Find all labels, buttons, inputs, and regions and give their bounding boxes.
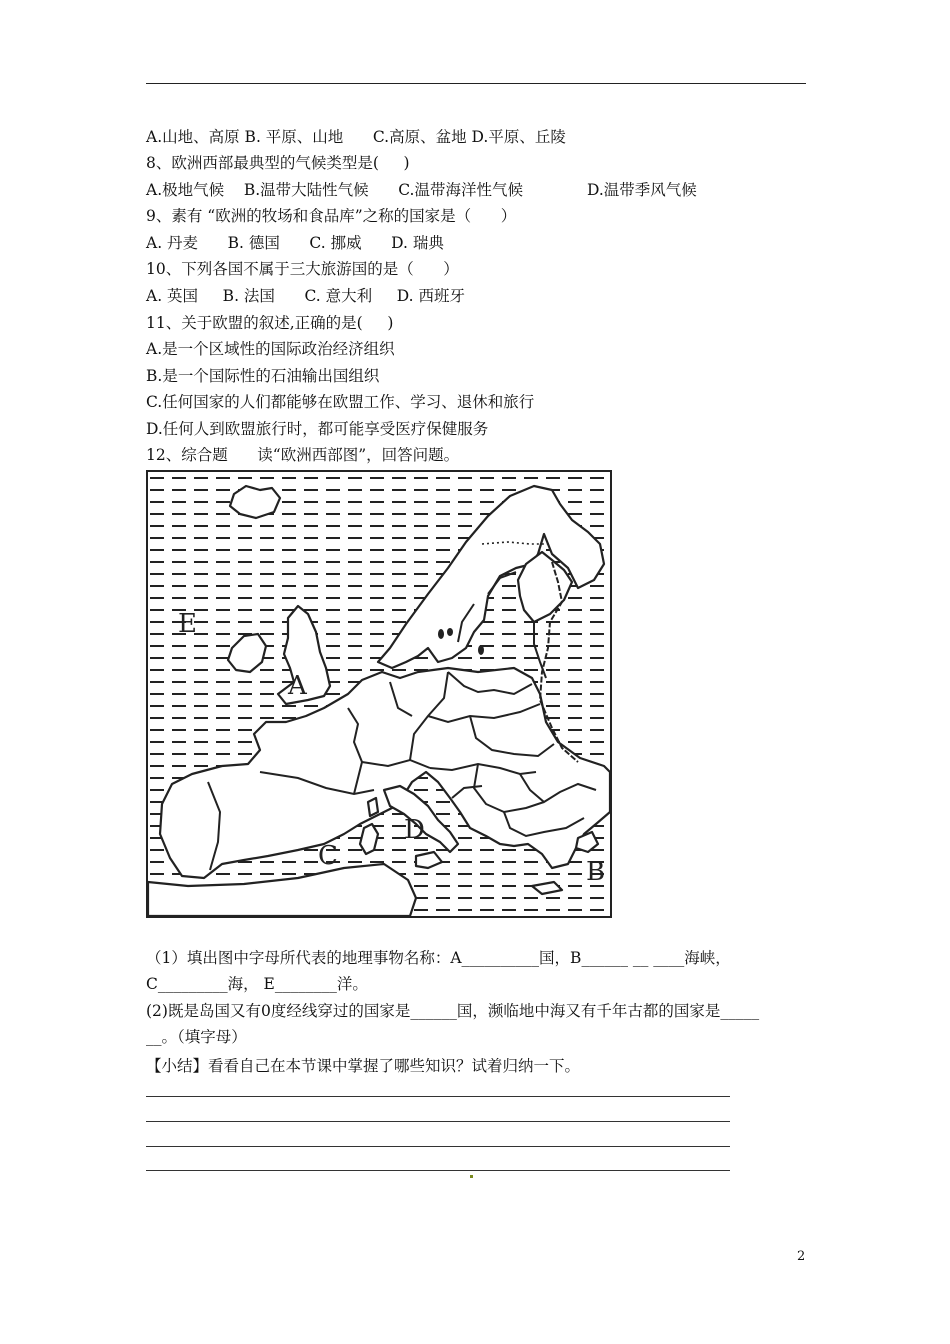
corsica-shape	[368, 798, 378, 816]
scan-dot	[470, 1175, 473, 1178]
q7-options: A.山地、高原 B. 平原、山地 C.高原、盆地 D.平原、丘陵	[146, 128, 566, 146]
q12-part1-line2: C_________海， E________洋。	[146, 975, 368, 993]
lake-1	[438, 629, 444, 639]
header-rule	[146, 83, 806, 84]
q12-stem: 12、综合题 读“欧洲西部图”，回答问题。	[146, 446, 460, 464]
q8-stem: 8、欧洲西部最典型的气候类型是( )	[146, 154, 410, 172]
map-label-b: B	[586, 857, 606, 887]
western-europe-map	[146, 470, 612, 918]
answer-line-1	[146, 1096, 730, 1097]
iceland-shape	[230, 486, 280, 518]
q8-options: A.极地气候 B.温带大陆性气候 C.温带海洋性气候 D.温带季风气候	[146, 181, 697, 199]
summary-heading: 【小结】看看自己在本节课中掌握了哪些知识？试着归纳一下。	[146, 1057, 581, 1075]
map-label-d: D	[404, 815, 425, 845]
q10-options: A. 英国 B. 法国 C. 意大利 D. 西班牙	[146, 287, 466, 305]
map-label-e: E	[178, 609, 197, 639]
answer-line-4	[146, 1170, 730, 1171]
q11-option-d: D.任何人到欧盟旅行时，都可能享受医疗保健服务	[146, 420, 489, 438]
q12-part2-line2: __。（填字母）	[146, 1028, 247, 1046]
q12-part2-line1: (2)既是岛国又有0度经线穿过的国家是______国，濒临地中海又有千年古都的国家是_____	[146, 1002, 760, 1020]
q11-option-c: C.任何国家的人们都能够在欧盟工作、学习、退休和旅行	[146, 393, 535, 411]
q11-stem: 11、关于欧盟的叙述,正确的是( )	[146, 314, 394, 332]
map-label-a: A	[288, 671, 307, 701]
q11-option-a: A.是一个区域性的国际政治经济组织	[146, 340, 395, 358]
lake-3	[478, 645, 484, 655]
q12-part1-line1: （1）填出图中字母所代表的地理事物名称：A__________国，B______ __ ____海峡，	[146, 949, 731, 967]
q11-option-b: B.是一个国际性的石油输出国组织	[146, 367, 380, 385]
page-number: 2	[797, 1249, 806, 1264]
q10-stem: 10、下列各国不属于三大旅游国的是（ ）	[146, 260, 459, 278]
answer-line-2	[146, 1121, 730, 1122]
q9-stem: 9、素有 “欧洲的牧场和食品库”之称的国家是（ ）	[146, 207, 517, 225]
q9-options: A. 丹麦 B. 德国 C. 挪威 D. 瑞典	[146, 234, 444, 252]
map-label-c: C	[318, 841, 338, 871]
lake-2	[447, 628, 453, 636]
answer-line-3	[146, 1146, 730, 1147]
